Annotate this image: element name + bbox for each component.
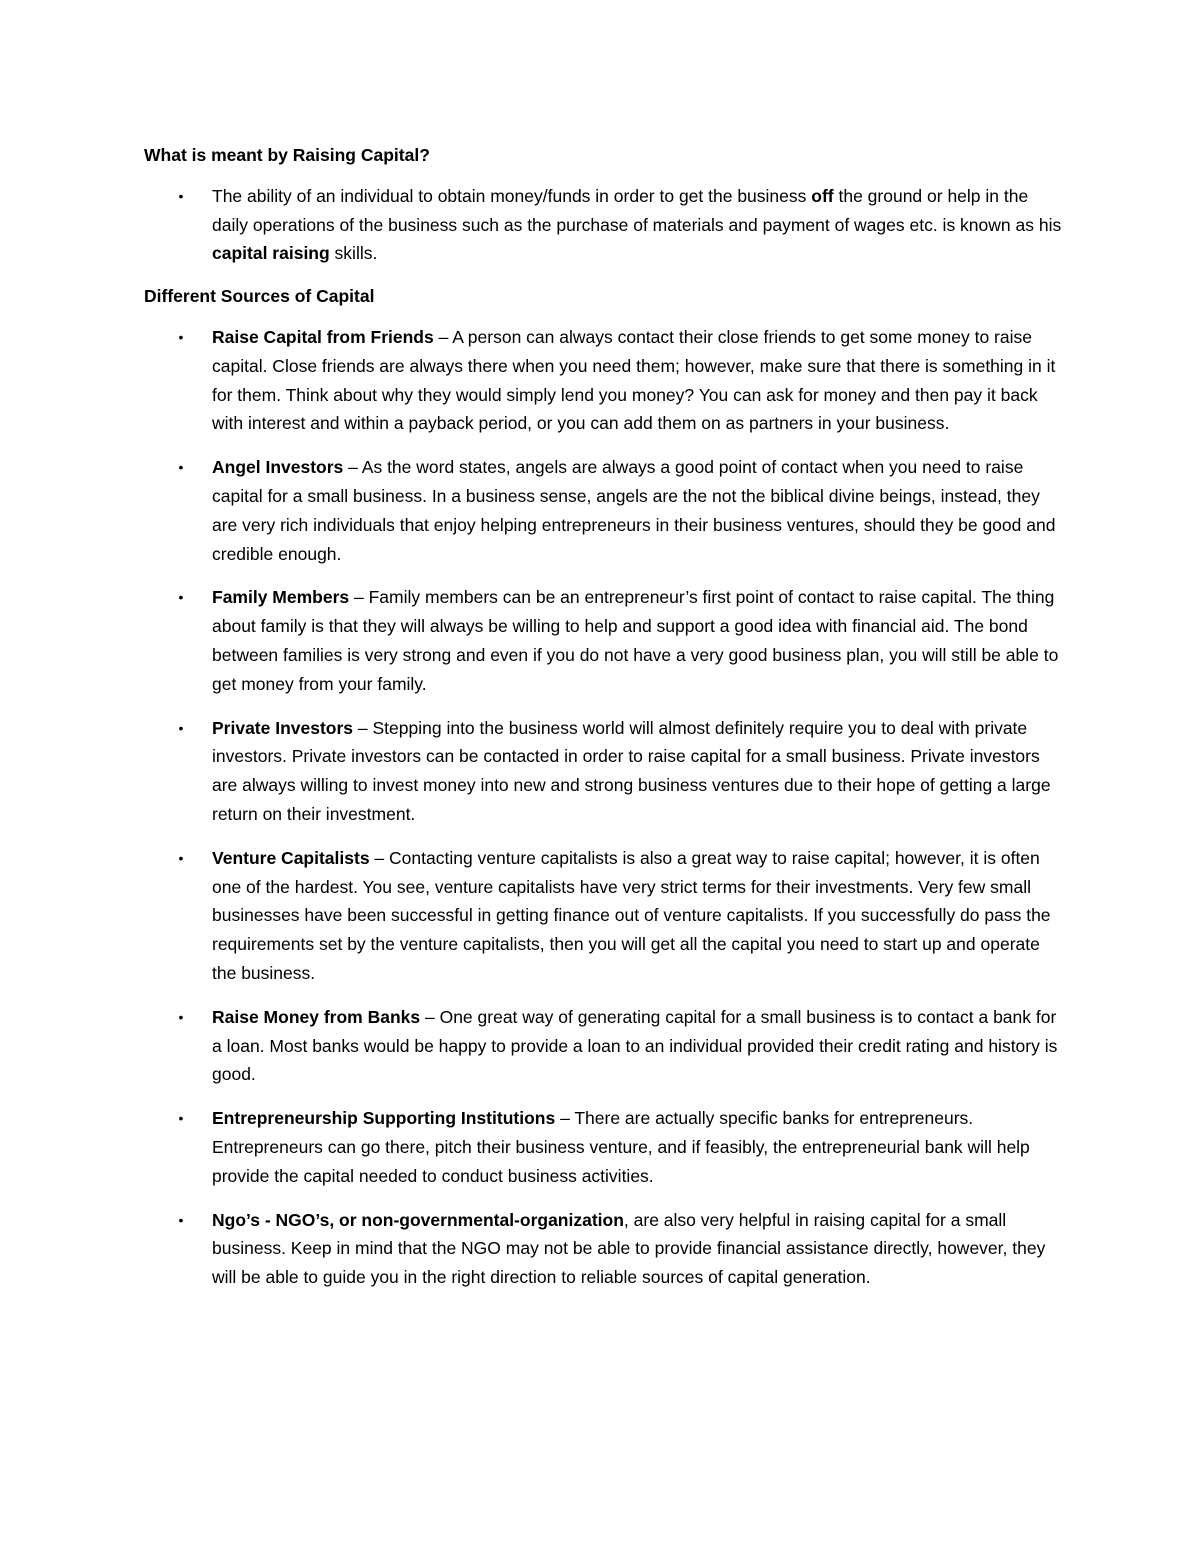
source-description: , are also very helpful in raising capital for a small business. Keep in mind that the NGO may not be able to provide financial assistance directly, however, they will be able to guide you in the right direction to reliable sources of capital generation. [212,1209,1046,1288]
source-description: – As the word states, angels are always a good point of contact when you need to raise capital for a small business. In a business sense, angels are the not the biblical divine beings, instead, they are very rich individuals that enjoy helping entrepreneurs in their business ventures, should they be good and credible enough. [212,457,1056,564]
bullet-icon: • [178,849,184,866]
intro-text-start: The ability of an individual to obtain money/funds in order to get the business [212,185,812,206]
source-description: – There are actually specific banks for entrepreneurs. Entrepreneurs can go there, pitch their business venture, and if feasibly, the entrepreneurial bank will help provide the capital needed to conduct business activities. [212,1108,1030,1186]
bullet-icon: • [178,1110,184,1127]
intro-text-end: skills. [329,243,378,264]
bullet-icon: • [178,719,184,736]
source-term: Angel Investors [212,457,344,478]
bullet-icon: • [178,589,184,606]
intro-bold-off: off [811,185,834,206]
source-term: Venture Capitalists [212,847,370,868]
source-term: Family Members [212,587,350,608]
list-item-private-investors [144,714,1064,829]
bullet-icon: • [178,328,184,345]
bullet-icon: • [178,1211,184,1228]
list-item-angel-investors [144,453,1064,568]
heading-raising-capital: What is meant by Raising Capital? [144,145,430,165]
list-item [144,182,1064,268]
source-term: Entrepreneurship Supporting Institutions [212,1108,556,1129]
sources-list [144,323,1064,1292]
source-description: – Stepping into the business world will almost definitely require you to deal with private investors. Private investors can be contacted in order to raise capital for a small business. Private investors are always willing to invest money into new and strong business ventures due to their hope of getting a large return on their investment. [212,717,1051,824]
intro-bold-capital-raising: capital raising [212,243,330,264]
list-item-family-members [144,583,1064,698]
source-term: Raise Money from Banks [212,1006,421,1027]
source-term: Raise Capital from Friends [212,326,434,347]
heading-sources-of-capital: Different Sources of Capital [144,286,375,307]
source-term: Private Investors [212,717,354,738]
list-item-supporting-institutions [144,1104,1064,1190]
list-item-ngos [144,1206,1064,1292]
list-item-venture-capitalists [144,844,1064,988]
bullet-icon: • [178,1008,184,1025]
source-description: – A person can always contact their close friends to get some money to raise capital. Close friends are always there when you need them; however, make sure that there is something in it for them. Think about why they would simply lend you money? You can ask for money and then pay it back with interest and within a payback period, or you can add them on as partners in your business. [212,326,1056,434]
source-description: – One great way of generating capital for a small business is to contact a bank for a loan. Most banks would be happy to provide a loan to an individual provided their credit rating and history is good. [212,1006,1058,1085]
source-term: Ngo’s - NGO’s, or non-governmental-organization [212,1209,624,1230]
source-description: – Family members can be an entrepreneur’s first point of contact to raise capital. The thing about family is that they will always be willing to help and support a good idea with financial aid. The bond between families is very strong and even if you do not have a very good business plan, you will still be able to get money from your family. [212,587,1059,694]
document-body [144,141,1064,1292]
bullet-icon: • [178,187,184,204]
intro-list [144,182,1064,268]
source-description: – Contacting venture capitalists is also a great way to raise capital; however, it is often one of the hardest. You see, venture capitalists have very strict terms for their investments. Very few small businesses have been successful in getting finance out of venture capitalists. If you successfully do pass the requirements set by the venture capitalists, then you will get all the capital you need to start up and operate the business. [212,847,1051,983]
intro-text-middle: the ground or help in the daily operations of the business such as the purchase of materials and payment of wages etc. is known as his [212,185,1062,235]
bullet-icon: • [178,459,184,476]
list-item-banks [144,1003,1064,1089]
list-item-friends [144,323,1064,438]
